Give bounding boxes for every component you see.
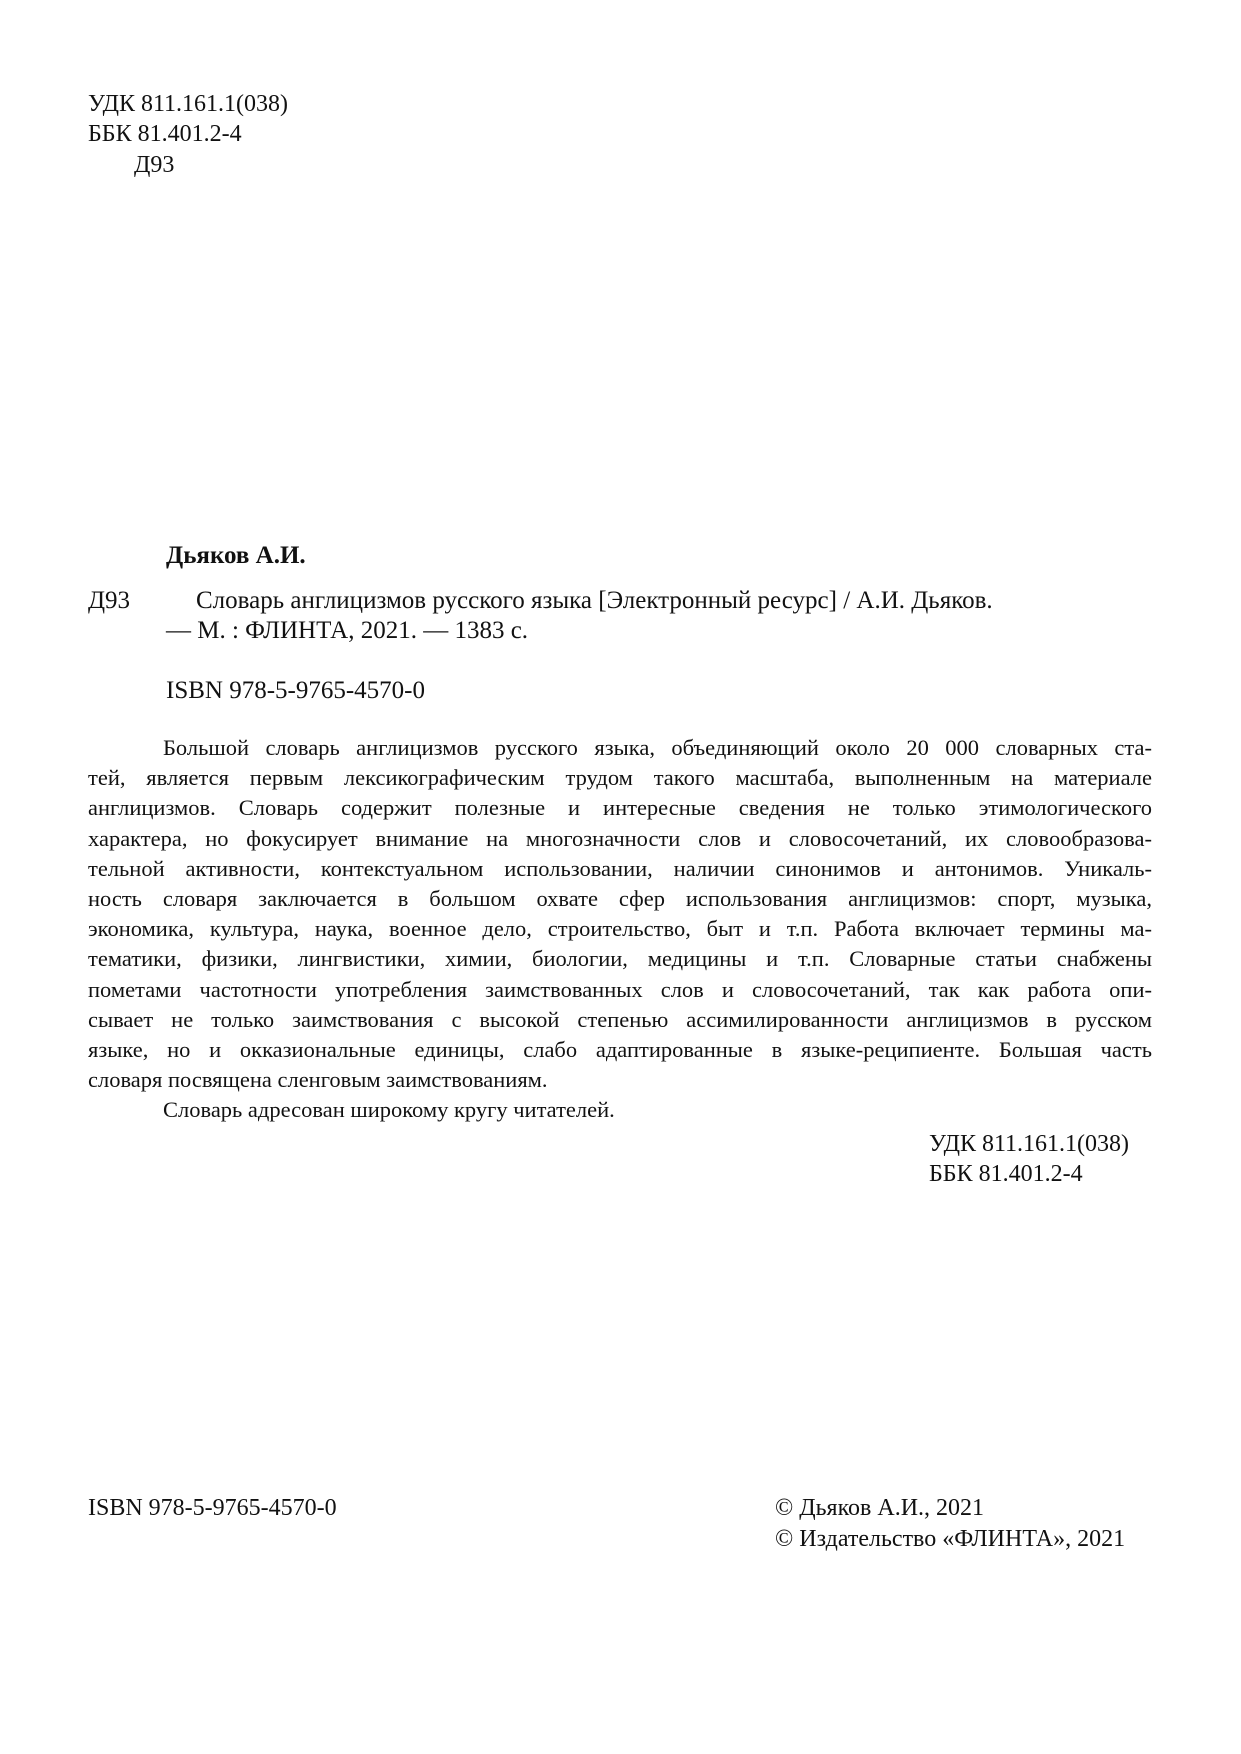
- abstract-line: ность словаря заключается в большом охвате сфер использования англицизмов: спорт, музыка,: [88, 885, 1152, 911]
- abstract-line: сывает не только заимствования с высокой степенью ассимилированности англицизмов в русском: [88, 1006, 1152, 1032]
- abstract: [88, 733, 1152, 1125]
- abstract-line: экономика, культура, наука, военное дело, строительство, быт и т.п. Работа включает термины ма-: [88, 916, 1152, 942]
- abstract-line: языке, но и окказиональные единицы, слабо адаптированные в языке-реципиенте. Большая часть: [88, 1036, 1152, 1062]
- audience-note: Словарь адресован широкому кругу читателей.: [163, 1097, 615, 1123]
- title-line-2: — М. : ФЛИНТА, 2021. — 1383 с.: [166, 617, 529, 644]
- abstract-line: тематики, физики, лингвистики, химии, биологии, медицины и т.п. Словарные статьи снабжены: [88, 946, 1152, 972]
- bbk-code-right: ББК 81.401.2-4: [929, 1161, 1083, 1187]
- abstract-line: тей, является первым лексикографическим трудом такого масштаба, выполненным на материале: [88, 765, 1152, 791]
- abstract-line: англицизмов. Словарь содержит полезные и интересные сведения не только этимологического: [88, 795, 1152, 821]
- abstract-line: пометами частотности употребления заимствованных слов и словосочетаний, так как работа опи-: [88, 976, 1152, 1002]
- bbk-code-top: ББК 81.401.2-4: [88, 121, 242, 147]
- udk-code-right: УДК 811.161.1(038): [929, 1131, 1130, 1157]
- abstract-line: характера, но фокусирует внимание на многозначности слов и словосочетаний, их словообразова-: [88, 825, 1152, 851]
- abstract-line: тельной активности, контекстуальном использовании, наличии синонимов и антонимов. Уникаль-: [88, 855, 1152, 881]
- title-line-1: Словарь англицизмов русского языка [Электронный ресурс] / А.И. Дьяков.: [196, 587, 993, 614]
- abstract-line: словаря посвящена сленговым заимствованиям.: [88, 1067, 548, 1093]
- udk-code-top: УДК 811.161.1(038): [88, 91, 289, 117]
- footer-isbn: ISBN 978-5-9765-4570-0: [88, 1495, 337, 1521]
- author-name: Дьяков А.И.: [166, 542, 306, 569]
- record-isbn: ISBN 978-5-9765-4570-0: [166, 677, 426, 704]
- abstract-line: Большой словарь англицизмов русского языка, объединяющий около 20 000 словарных ста-: [163, 735, 1152, 760]
- copyright-publisher: © Издательство «ФЛИНТА», 2021: [775, 1526, 1126, 1552]
- author-mark-record: Д93: [88, 587, 131, 614]
- copyright-author: © Дьяков А.И., 2021: [775, 1495, 985, 1521]
- author-mark-top: Д93: [134, 152, 175, 178]
